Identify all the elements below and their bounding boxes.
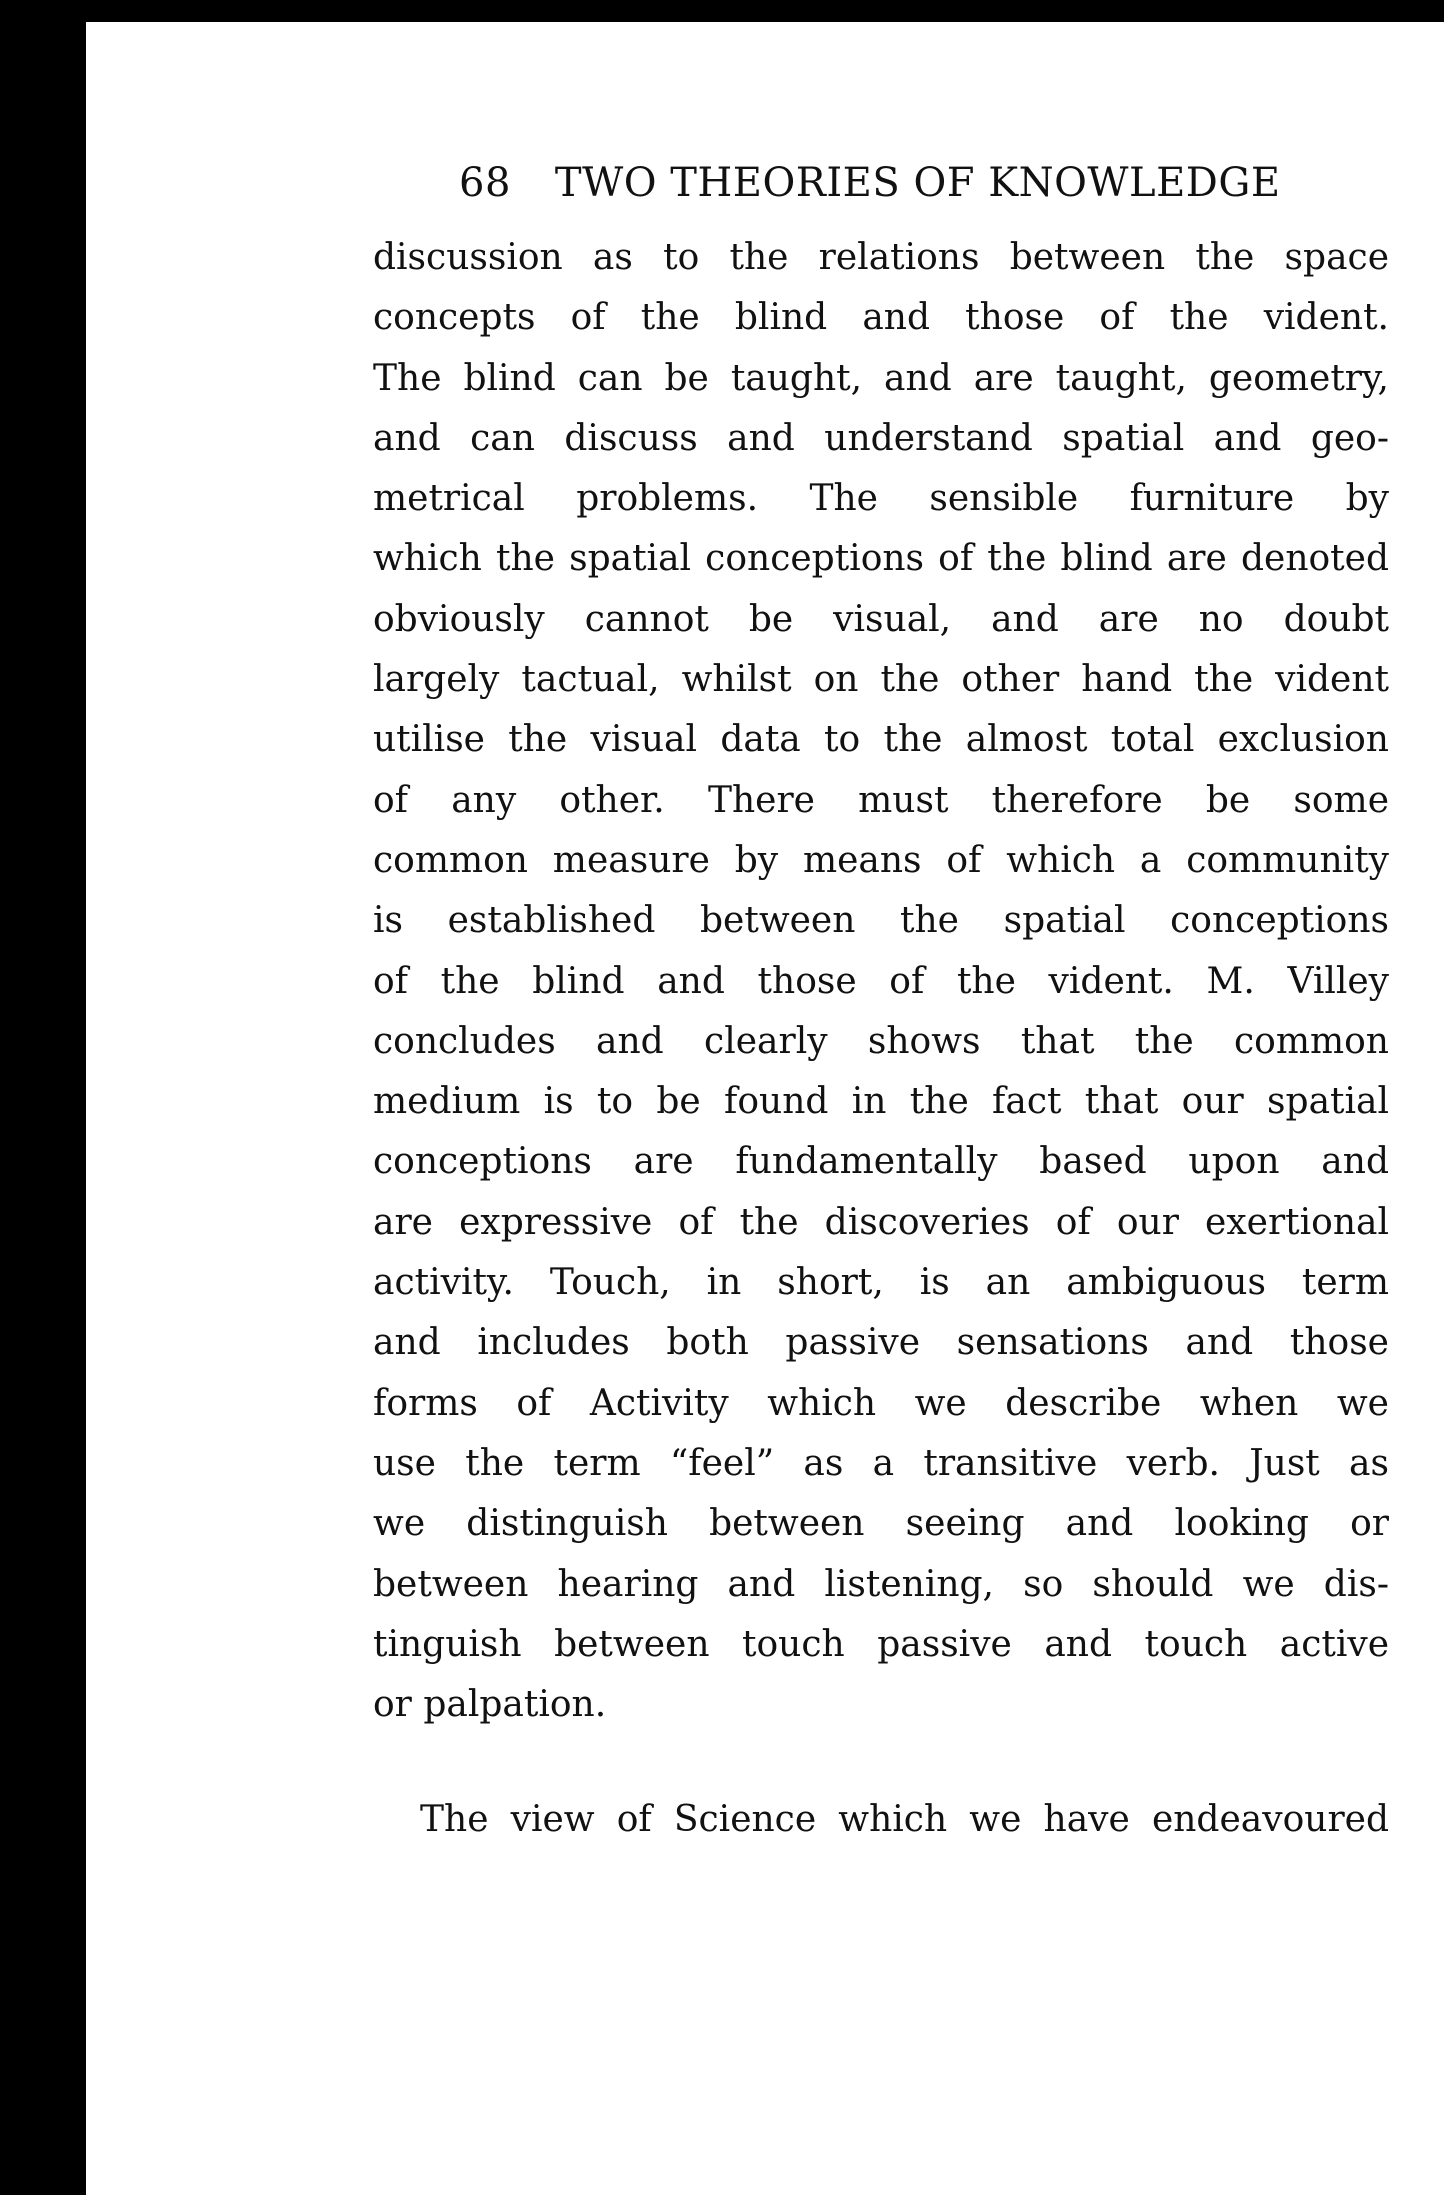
page-number: 68 (459, 160, 511, 206)
running-header (459, 160, 1365, 206)
text-line: and can discuss and understand spatial and geo- (373, 417, 1389, 459)
text-line: is established between the spatial conceptions (373, 900, 1389, 942)
text-line: are expressive of the discoveries of our exertional (373, 1201, 1389, 1243)
body-paragraph (373, 228, 1389, 1735)
text-line: and includes both passive sensations and those (373, 1322, 1389, 1364)
text-line: between hearing and listening, so should we dis- (373, 1563, 1389, 1605)
text-line: metrical problems. The sensible furniture by (373, 478, 1389, 520)
text-line: use the term “feel” as a transitive verb. Just as (373, 1442, 1389, 1484)
text-line: of any other. There must therefore be some (373, 779, 1389, 821)
text-line: concludes and clearly shows that the common (373, 1020, 1389, 1062)
text-line: discussion as to the relations between the space (373, 237, 1389, 278)
running-title: TWO THEORIES OF KNOWLEDGE (554, 160, 1281, 206)
text-line: activity. Touch, in short, is an ambiguous term (373, 1262, 1389, 1304)
text-line: conceptions are fundamentally based upon and (373, 1141, 1389, 1183)
text-line: common measure by means of which a community (373, 839, 1389, 881)
text-line: tinguish between touch passive and touch active (373, 1623, 1389, 1665)
text-line: we distinguish between seeing and looking or (373, 1503, 1389, 1545)
text-line: The blind can be taught, and are taught, geometry, (373, 357, 1389, 399)
text-line: or palpation. (373, 1684, 607, 1726)
text-line: The view of Science which we have endeavoured (420, 1799, 1389, 1840)
text-line: largely tactual, whilst on the other hand the vident (373, 659, 1389, 701)
text-line: medium is to be found in the fact that our spatial (373, 1081, 1389, 1123)
text-line: forms of Activity which we describe when we (373, 1382, 1389, 1424)
text-line: of the blind and those of the vident. M. Villey (373, 960, 1389, 1002)
body-paragraph-next (420, 1790, 1389, 1850)
text-line: which the spatial conceptions of the blind are denoted (373, 538, 1389, 580)
text-line: obviously cannot be visual, and are no doubt (373, 598, 1389, 640)
text-line: concepts of the blind and those of the vident. (373, 297, 1389, 339)
text-line: utilise the visual data to the almost total exclusion (373, 719, 1389, 761)
